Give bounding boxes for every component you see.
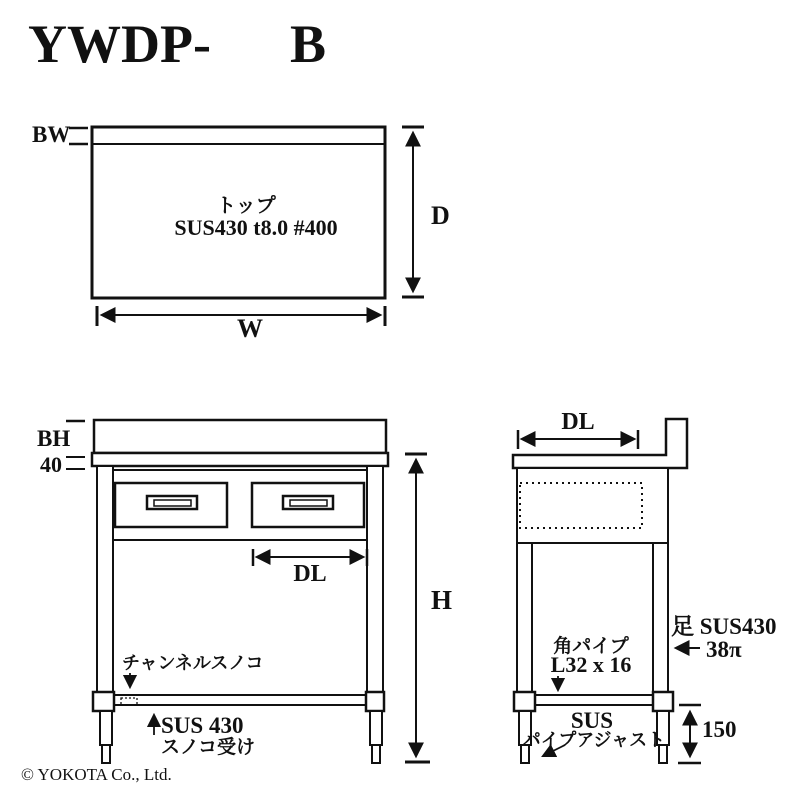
front-right-adjuster	[370, 711, 382, 745]
square-pipe-label-line1: 角パイプ	[553, 636, 629, 657]
shelf-support-label-line2: スノコ受け	[161, 737, 256, 758]
shelf-support-label-line1: SUS 430	[161, 713, 244, 738]
front-top-slab	[92, 453, 388, 466]
side-left-leg	[517, 543, 532, 692]
front-right-leg	[367, 466, 383, 693]
side-body	[517, 468, 668, 543]
dim-bw-label: BW	[32, 122, 71, 147]
top-material-label-line1: トップ	[216, 195, 276, 217]
top-material-label-line2: SUS430 t8.0 #400	[174, 215, 338, 240]
side-dim-dl-label: DL	[561, 409, 595, 435]
front-right-leg-joint	[366, 692, 384, 711]
pipe-adjuster-label-line2: パイプアジャスト	[522, 730, 666, 750]
copyright-notice: © YOKOTA Co., Ltd.	[21, 765, 172, 784]
front-backsplash	[94, 420, 386, 453]
model-code-suffix: B	[290, 14, 327, 74]
leg-material-label: 足 SUS430	[671, 614, 777, 639]
front-left-leg	[97, 466, 113, 693]
top-view	[32, 122, 450, 343]
side-right-leg-joint	[653, 692, 673, 711]
front-dim-dl-label: DL	[293, 561, 327, 587]
square-pipe-label-line2: L32 x 16	[550, 652, 632, 677]
dim-d-label: D	[431, 201, 450, 230]
side-view	[513, 409, 776, 763]
dim-h-label: H	[431, 585, 453, 615]
drawer-left-handle-inner	[154, 500, 191, 506]
front-channel-section	[121, 698, 137, 705]
dim-w-label: W	[237, 314, 263, 343]
dim-bh-label: BH	[37, 426, 71, 451]
front-left-adjuster	[100, 711, 112, 745]
channel-slat-label: チャンネルスノコ	[122, 653, 264, 673]
leg-diameter-label: 38π	[706, 637, 742, 662]
side-left-leg-joint	[514, 692, 535, 711]
front-right-foot	[372, 745, 380, 763]
title-block	[28, 14, 326, 74]
front-left-foot	[102, 745, 110, 763]
side-right-leg	[653, 543, 668, 692]
front-left-leg-joint	[93, 692, 114, 711]
pipe-adjuster-label-line1: SUS	[570, 708, 614, 733]
dim-40-label: 40	[40, 452, 62, 477]
model-code-prefix: YWDP-	[28, 14, 211, 74]
side-top-slab-backsplash	[513, 419, 687, 468]
dim-150-label: 150	[702, 717, 737, 742]
drawer-right-handle-inner	[290, 500, 327, 506]
front-view	[37, 420, 452, 763]
